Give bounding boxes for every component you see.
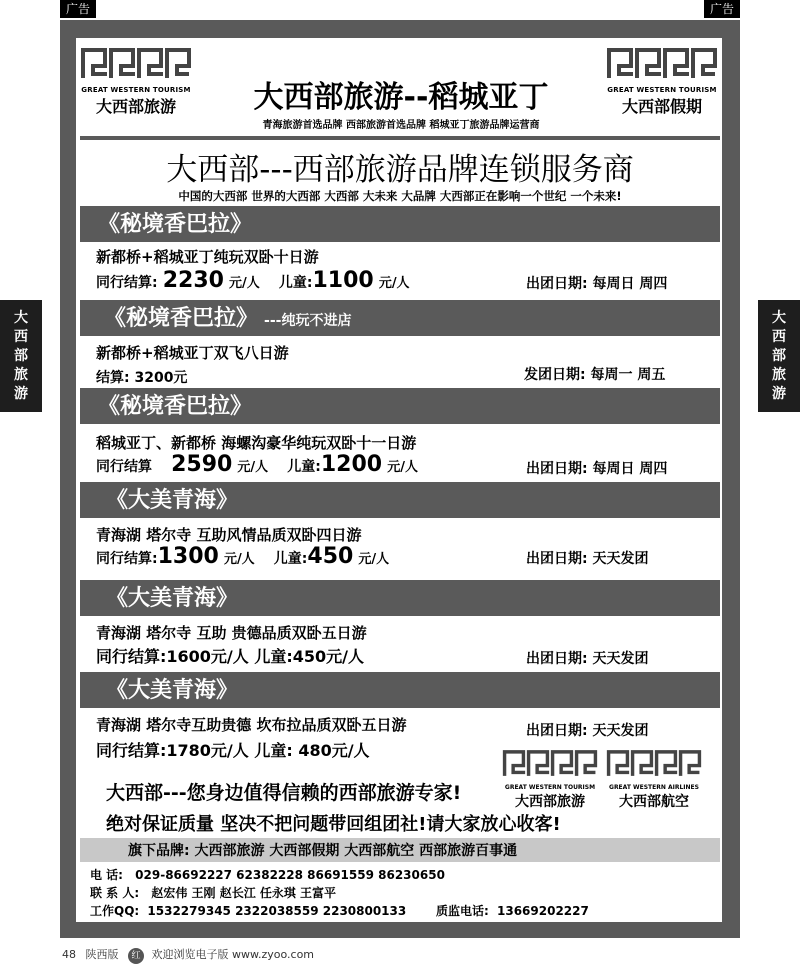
logo-pattern-icon xyxy=(606,746,702,780)
logo-pattern-icon xyxy=(80,44,192,82)
brand-bar xyxy=(80,838,720,862)
tour-title-6: 青海湖 塔尔寺互助贵德 坎布拉品质双卧五日游 xyxy=(96,716,407,734)
contact-phone: 电 话: 029-86692227 62382228 86691559 86230650 xyxy=(90,868,445,882)
tour-band-6 xyxy=(80,672,720,708)
tour-price-3: 同行结算 2590 元/人 儿童:1200 元/人 xyxy=(96,452,418,477)
logo-cn-text: 大西部航空 xyxy=(619,794,689,810)
slogan-main: 大西部---西部旅游品牌连锁服务商 xyxy=(166,152,634,188)
tour-title-5: 青海湖 塔尔寺 互助 贵德品质双卧五日游 xyxy=(96,624,367,642)
logo-cn-text: 大西部假期 xyxy=(621,97,702,116)
tour-price-4: 同行结算:1300 元/人 儿童:450 元/人 xyxy=(96,544,390,569)
logo-pattern-icon xyxy=(502,746,598,780)
logo-en-text: GREAT WESTERN AIRLINES xyxy=(609,784,699,791)
ad-tag-right: 广告 xyxy=(704,0,740,18)
logo-left xyxy=(80,44,192,117)
header-tagline: 青海旅游首选品牌 西部旅游首选品牌 稻城亚丁旅游品牌运营商 xyxy=(262,120,540,131)
logo-en-text: GREAT WESTERN TOURISM xyxy=(607,86,717,94)
tour-band-title: 《大美青海》 xyxy=(106,585,239,611)
logo-cn-text: 大西部旅游 xyxy=(515,794,585,810)
tour-date-2: 发团日期: 每周一 周五 xyxy=(524,367,666,383)
contact-qq: 工作QQ: 1532279345 2322038559 2230800133 xyxy=(90,904,407,918)
tour-band-4 xyxy=(80,482,720,518)
tour-title-2: 新都桥+稻城亚丁双飞八日游 xyxy=(96,344,289,362)
edition-label: 陕西版 xyxy=(85,948,119,961)
logo-right xyxy=(606,44,718,117)
tour-title-4: 青海湖 塔尔寺 互助风情品质双卧四日游 xyxy=(96,526,362,544)
tour-band-title: 《秘境香巴拉》 xyxy=(98,393,253,419)
tour-date-5: 出团日期: 天天发团 xyxy=(526,651,649,667)
tour-price-6: 同行结算:1780元/人 儿童: 480元/人 xyxy=(96,741,370,760)
tour-date-3: 出团日期: 每周日 周四 xyxy=(526,461,668,477)
page-number: 48 xyxy=(62,948,76,961)
side-tab-left: 大 西 部 旅 游 xyxy=(0,300,42,412)
footer-note: 欢迎浏览电子版 www.zyoo.com xyxy=(151,948,315,961)
tour-title-3: 稻城亚丁、新都桥 海螺沟豪华纯玩双卧十一日游 xyxy=(96,434,417,452)
logo-en-text: GREAT WESTERN TOURISM xyxy=(504,784,596,791)
tour-band-5 xyxy=(80,580,720,616)
edition-badge-icon: 红 xyxy=(128,948,144,964)
header-title: 大西部旅游--稻城亚丁 xyxy=(253,80,549,115)
tour-title-1: 新都桥+稻城亚丁纯玩双卧十日游 xyxy=(96,248,319,266)
promise-slogan: 绝对保证质量 坚决不把问题带回组团社!请大家放心收客! xyxy=(106,814,561,835)
tour-price-1: 同行结算: 2230 元/人 儿童:1100 元/人 xyxy=(96,268,410,293)
logo-bottom-airlines xyxy=(606,746,702,811)
tour-band-title: 《秘境香巴拉》 ---纯玩不进店 xyxy=(104,305,352,331)
ad-tag-left: 广告 xyxy=(60,0,96,18)
contact-people: 联 系 人: 赵宏伟 王刚 赵长江 任永琪 王富平 xyxy=(90,886,337,900)
header-divider xyxy=(80,136,720,140)
tour-date-1: 出团日期: 每周日 周四 xyxy=(526,276,668,292)
logo-bottom-tourism xyxy=(502,746,598,811)
tour-band-title: 《秘境香巴拉》 xyxy=(98,211,253,237)
brand-list: 旗下品牌: 大西部旅游 大西部假期 大西部航空 西部旅游百事通 xyxy=(128,843,518,859)
tour-band-2 xyxy=(80,300,720,336)
logo-cn-text: 大西部旅游 xyxy=(95,97,176,116)
slogan-sub: 中国的大西部 世界的大西部 大西部 大未来 大品牌 大西部正在影响一个世纪 一个未来! xyxy=(178,189,622,203)
side-tab-right: 大 西 部 旅 游 xyxy=(758,300,800,412)
page-footer xyxy=(62,946,314,964)
logo-pattern-icon xyxy=(606,44,718,82)
expert-slogan: 大西部---您身边值得信赖的西部旅游专家! xyxy=(106,782,462,804)
contact-quality: 质监电话: 13669202227 xyxy=(436,904,589,918)
tour-price-2: 结算: 3200元 xyxy=(96,370,188,386)
tour-band-3 xyxy=(80,388,720,424)
tour-price-5: 同行结算:1600元/人 儿童:450元/人 xyxy=(96,647,364,666)
tour-band-1 xyxy=(80,206,720,242)
tour-band-title: 《大美青海》 xyxy=(106,677,239,703)
logo-en-text: GREAT WESTERN TOURISM xyxy=(81,86,191,94)
tour-date-6: 出团日期: 天天发团 xyxy=(526,723,649,739)
tour-band-title: 《大美青海》 xyxy=(106,487,239,513)
tour-date-4: 出团日期: 天天发团 xyxy=(526,551,649,567)
